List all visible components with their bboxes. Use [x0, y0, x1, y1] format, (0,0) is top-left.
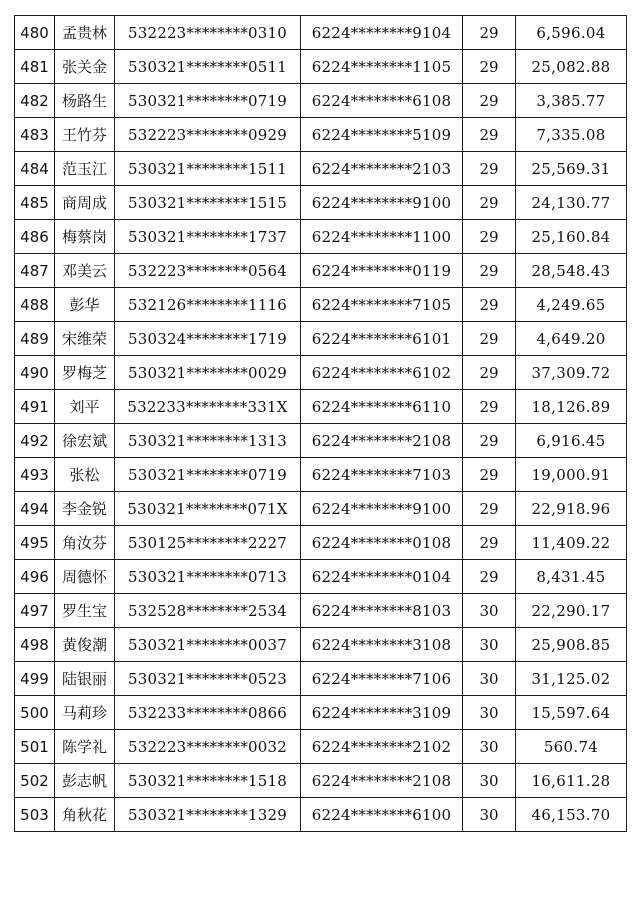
amount-value-cell: 46,153.70 — [516, 798, 627, 832]
amount-value-cell: 7,335.08 — [516, 118, 627, 152]
bank-account-cell: 6224********6110 — [301, 390, 463, 424]
person-name-cell: 周德怀 — [55, 560, 115, 594]
id-number-cell: 530321********0029 — [115, 356, 301, 390]
row-number-cell: 489 — [15, 322, 55, 356]
count-value-cell: 29 — [463, 322, 516, 356]
id-number-cell: 530321********0037 — [115, 628, 301, 662]
person-name-cell: 罗梅芝 — [55, 356, 115, 390]
person-name-cell: 李金锐 — [55, 492, 115, 526]
amount-value-cell: 4,649.20 — [516, 322, 627, 356]
bank-account-cell: 6224********8103 — [301, 594, 463, 628]
count-value-cell: 30 — [463, 798, 516, 832]
table-row — [15, 526, 627, 560]
amount-value-cell: 3,385.77 — [516, 84, 627, 118]
row-number-cell: 485 — [15, 186, 55, 220]
row-number-cell: 490 — [15, 356, 55, 390]
bank-account-cell: 6224********0119 — [301, 254, 463, 288]
id-number-cell: 530125********2227 — [115, 526, 301, 560]
table-row — [15, 424, 627, 458]
row-number-cell: 480 — [15, 16, 55, 50]
amount-value-cell: 8,431.45 — [516, 560, 627, 594]
table-row — [15, 560, 627, 594]
bank-account-cell: 6224********9100 — [301, 186, 463, 220]
table-row — [15, 84, 627, 118]
row-number-cell: 500 — [15, 696, 55, 730]
person-name-cell: 徐宏斌 — [55, 424, 115, 458]
id-number-cell: 532223********0032 — [115, 730, 301, 764]
id-number-cell: 530321********1313 — [115, 424, 301, 458]
id-number-cell: 532528********2534 — [115, 594, 301, 628]
row-number-cell: 491 — [15, 390, 55, 424]
id-number-cell: 530321********0511 — [115, 50, 301, 84]
amount-value-cell: 6,916.45 — [516, 424, 627, 458]
id-number-cell: 530321********1511 — [115, 152, 301, 186]
table-row — [15, 628, 627, 662]
person-name-cell: 马莉珍 — [55, 696, 115, 730]
table-row — [15, 730, 627, 764]
amount-value-cell: 25,569.31 — [516, 152, 627, 186]
id-number-cell: 530321********1515 — [115, 186, 301, 220]
id-number-cell: 530321********0523 — [115, 662, 301, 696]
table-row — [15, 798, 627, 832]
person-name-cell: 彭华 — [55, 288, 115, 322]
count-value-cell: 29 — [463, 492, 516, 526]
person-name-cell: 角秋花 — [55, 798, 115, 832]
row-number-cell: 488 — [15, 288, 55, 322]
row-number-cell: 494 — [15, 492, 55, 526]
id-number-cell: 530321********1329 — [115, 798, 301, 832]
amount-value-cell: 19,000.91 — [516, 458, 627, 492]
table-row — [15, 288, 627, 322]
amount-value-cell: 37,309.72 — [516, 356, 627, 390]
table-row — [15, 16, 627, 50]
amount-value-cell: 24,130.77 — [516, 186, 627, 220]
bank-account-cell: 6224********2103 — [301, 152, 463, 186]
count-value-cell: 29 — [463, 288, 516, 322]
id-number-cell: 530321********0719 — [115, 84, 301, 118]
bank-account-cell: 6224********2108 — [301, 424, 463, 458]
id-number-cell: 532223********0310 — [115, 16, 301, 50]
id-number-cell: 532233********331X — [115, 390, 301, 424]
person-name-cell: 彭志帆 — [55, 764, 115, 798]
count-value-cell: 29 — [463, 220, 516, 254]
row-number-cell: 495 — [15, 526, 55, 560]
amount-value-cell: 28,548.43 — [516, 254, 627, 288]
count-value-cell: 29 — [463, 458, 516, 492]
bank-account-cell: 6224********7105 — [301, 288, 463, 322]
table-row — [15, 696, 627, 730]
count-value-cell: 29 — [463, 356, 516, 390]
bank-account-cell: 6224********7103 — [301, 458, 463, 492]
table-row — [15, 322, 627, 356]
row-number-cell: 481 — [15, 50, 55, 84]
count-value-cell: 30 — [463, 696, 516, 730]
row-number-cell: 483 — [15, 118, 55, 152]
count-value-cell: 29 — [463, 186, 516, 220]
count-value-cell: 29 — [463, 254, 516, 288]
bank-account-cell: 6224********9100 — [301, 492, 463, 526]
person-name-cell: 宋维荣 — [55, 322, 115, 356]
person-name-cell: 商周成 — [55, 186, 115, 220]
bank-account-cell: 6224********1100 — [301, 220, 463, 254]
table-row — [15, 220, 627, 254]
amount-value-cell: 18,126.89 — [516, 390, 627, 424]
table-row — [15, 254, 627, 288]
id-number-cell: 530324********1719 — [115, 322, 301, 356]
amount-value-cell: 25,160.84 — [516, 220, 627, 254]
id-number-cell: 530321********071X — [115, 492, 301, 526]
count-value-cell: 29 — [463, 526, 516, 560]
row-number-cell: 503 — [15, 798, 55, 832]
row-number-cell: 501 — [15, 730, 55, 764]
bank-account-cell: 6224********6108 — [301, 84, 463, 118]
bank-account-cell: 6224********6100 — [301, 798, 463, 832]
table-row — [15, 662, 627, 696]
bank-account-cell: 6224********0104 — [301, 560, 463, 594]
bank-account-cell: 6224********2102 — [301, 730, 463, 764]
person-name-cell: 梅蔡岗 — [55, 220, 115, 254]
table-row — [15, 118, 627, 152]
row-number-cell: 497 — [15, 594, 55, 628]
bank-account-cell: 6224********3108 — [301, 628, 463, 662]
id-number-cell: 532223********0929 — [115, 118, 301, 152]
id-number-cell: 530321********0719 — [115, 458, 301, 492]
person-name-cell: 王竹芬 — [55, 118, 115, 152]
bank-account-cell: 6224********3109 — [301, 696, 463, 730]
amount-value-cell: 25,082.88 — [516, 50, 627, 84]
row-number-cell: 498 — [15, 628, 55, 662]
amount-value-cell: 22,290.17 — [516, 594, 627, 628]
bank-account-cell: 6224********5109 — [301, 118, 463, 152]
table-row — [15, 186, 627, 220]
person-name-cell: 黄俊潮 — [55, 628, 115, 662]
count-value-cell: 29 — [463, 152, 516, 186]
id-number-cell: 530321********0713 — [115, 560, 301, 594]
table-row — [15, 390, 627, 424]
person-name-cell: 张松 — [55, 458, 115, 492]
person-name-cell: 范玉江 — [55, 152, 115, 186]
person-name-cell: 杨路生 — [55, 84, 115, 118]
count-value-cell: 29 — [463, 16, 516, 50]
person-name-cell: 陆银丽 — [55, 662, 115, 696]
count-value-cell: 29 — [463, 50, 516, 84]
count-value-cell: 29 — [463, 424, 516, 458]
bank-account-cell: 6224********7106 — [301, 662, 463, 696]
count-value-cell: 29 — [463, 390, 516, 424]
table-row — [15, 764, 627, 798]
id-number-cell: 532233********0866 — [115, 696, 301, 730]
bank-account-cell: 6224********1105 — [301, 50, 463, 84]
table-body — [15, 16, 627, 832]
amount-value-cell: 6,596.04 — [516, 16, 627, 50]
row-number-cell: 484 — [15, 152, 55, 186]
amount-value-cell: 31,125.02 — [516, 662, 627, 696]
count-value-cell: 30 — [463, 730, 516, 764]
amount-value-cell: 15,597.64 — [516, 696, 627, 730]
count-value-cell: 30 — [463, 662, 516, 696]
bank-account-cell: 6224********2108 — [301, 764, 463, 798]
amount-value-cell: 25,908.85 — [516, 628, 627, 662]
count-value-cell: 29 — [463, 560, 516, 594]
count-value-cell: 30 — [463, 628, 516, 662]
row-number-cell: 487 — [15, 254, 55, 288]
count-value-cell: 30 — [463, 764, 516, 798]
amount-value-cell: 560.74 — [516, 730, 627, 764]
count-value-cell: 29 — [463, 84, 516, 118]
table-row — [15, 356, 627, 390]
amount-value-cell: 16,611.28 — [516, 764, 627, 798]
payment-table — [14, 15, 627, 832]
row-number-cell: 482 — [15, 84, 55, 118]
bank-account-cell: 6224********6102 — [301, 356, 463, 390]
table-row — [15, 152, 627, 186]
row-number-cell: 502 — [15, 764, 55, 798]
bank-account-cell: 6224********6101 — [301, 322, 463, 356]
amount-value-cell: 11,409.22 — [516, 526, 627, 560]
bank-account-cell: 6224********0108 — [301, 526, 463, 560]
person-name-cell: 角汝芬 — [55, 526, 115, 560]
person-name-cell: 张关金 — [55, 50, 115, 84]
person-name-cell: 邓美云 — [55, 254, 115, 288]
table-row — [15, 594, 627, 628]
bank-account-cell: 6224********9104 — [301, 16, 463, 50]
amount-value-cell: 22,918.96 — [516, 492, 627, 526]
person-name-cell: 陈学礼 — [55, 730, 115, 764]
row-number-cell: 493 — [15, 458, 55, 492]
id-number-cell: 532126********1116 — [115, 288, 301, 322]
id-number-cell: 530321********1518 — [115, 764, 301, 798]
row-number-cell: 486 — [15, 220, 55, 254]
row-number-cell: 492 — [15, 424, 55, 458]
person-name-cell: 罗生宝 — [55, 594, 115, 628]
table-row — [15, 50, 627, 84]
count-value-cell: 30 — [463, 594, 516, 628]
id-number-cell: 530321********1737 — [115, 220, 301, 254]
person-name-cell: 刘平 — [55, 390, 115, 424]
row-number-cell: 499 — [15, 662, 55, 696]
person-name-cell: 孟贵林 — [55, 16, 115, 50]
row-number-cell: 496 — [15, 560, 55, 594]
count-value-cell: 29 — [463, 118, 516, 152]
id-number-cell: 532223********0564 — [115, 254, 301, 288]
amount-value-cell: 4,249.65 — [516, 288, 627, 322]
table-row — [15, 458, 627, 492]
table-row — [15, 492, 627, 526]
